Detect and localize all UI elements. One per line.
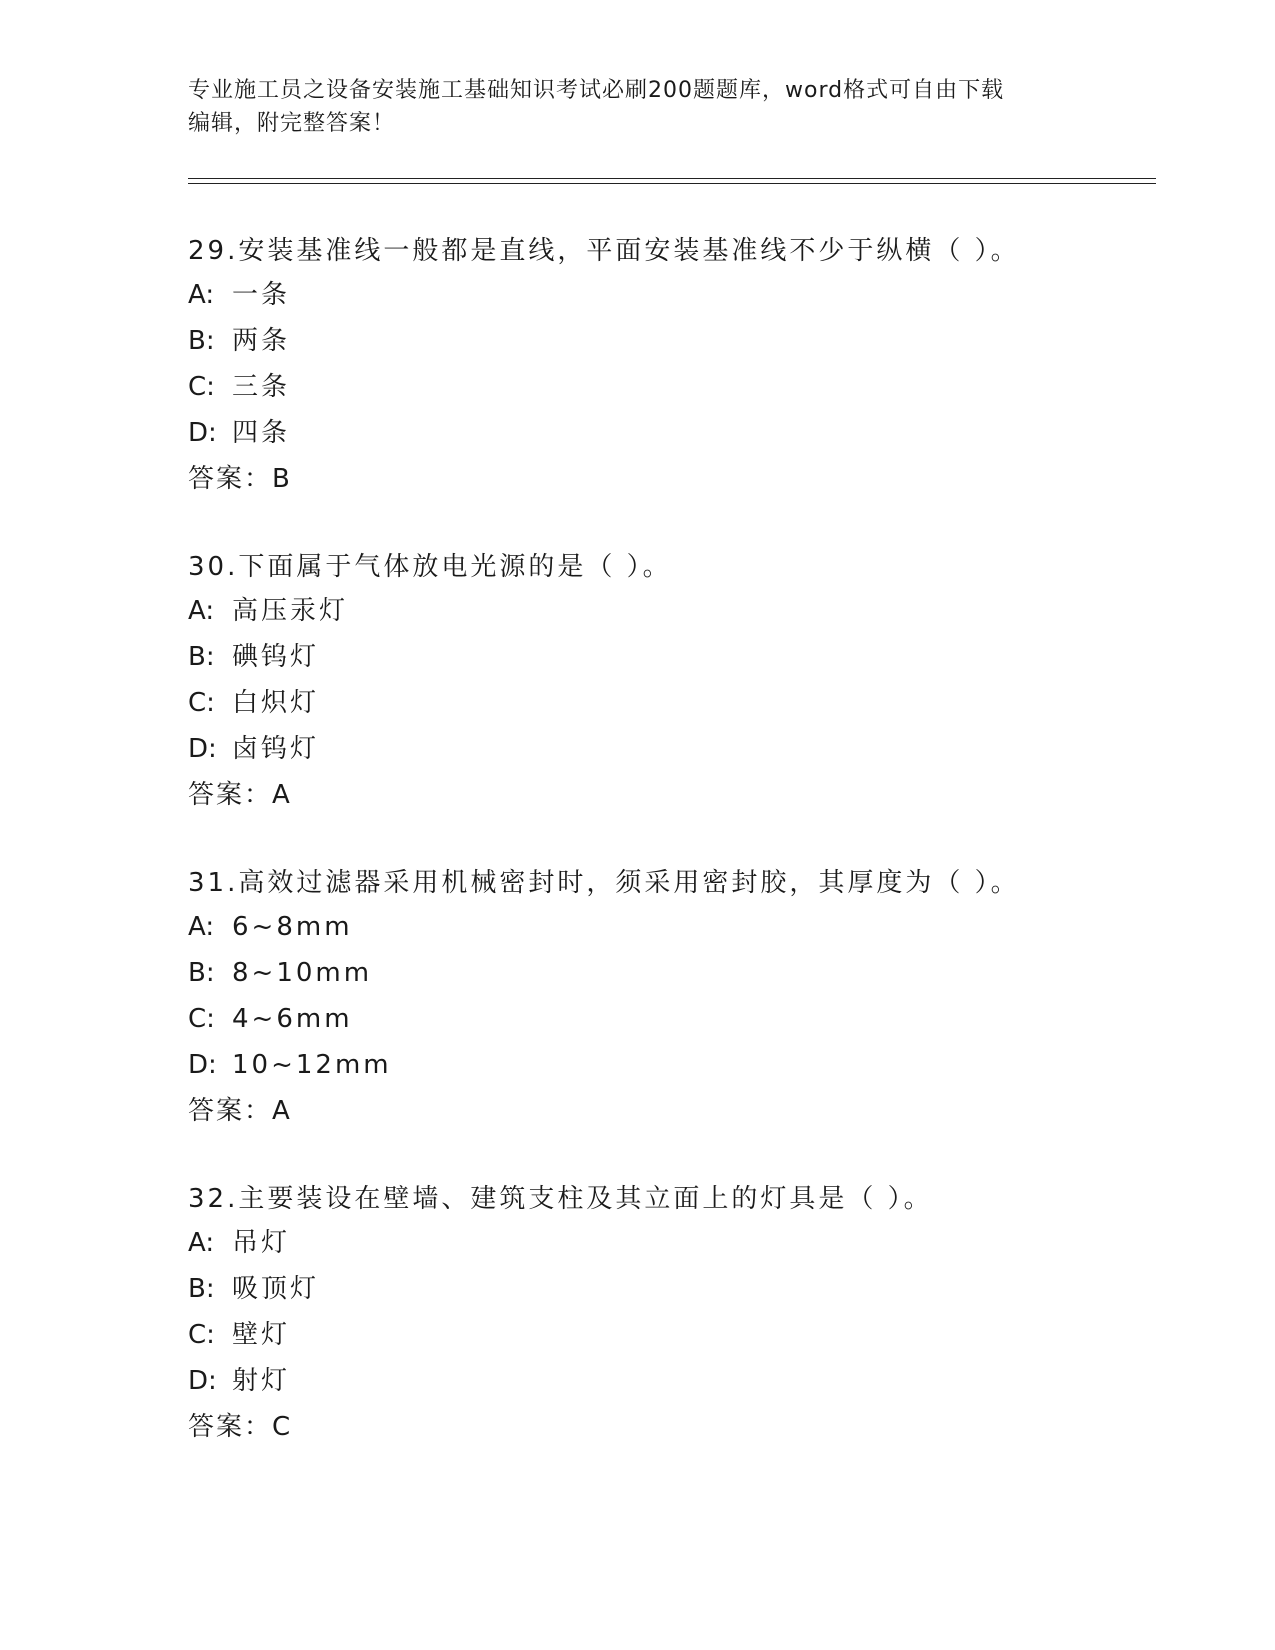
question-stem: 29.安装基准线一般都是直线，平面安装基准线不少于纵横（ ）。 [188,236,1020,266]
option-letter: C: [188,372,215,402]
option-d [188,1363,1156,1409]
option-letter: D: [188,1366,217,1396]
option-text: 6~8mm [232,912,353,942]
question-stem: 32.主要装设在壁墙、建筑支柱及其立面上的灯具是（ ）。 [188,1184,933,1214]
option-c [188,1001,1156,1047]
option-letter: C: [188,1004,215,1034]
option-d [188,415,1156,461]
option-b [188,955,1156,1001]
option-a [188,1225,1156,1271]
option-c [188,369,1156,415]
option-letter: B: [188,326,215,356]
option-b [188,639,1156,685]
question-31 [188,865,1156,1133]
option-d [188,1047,1156,1093]
option-text: 壁灯 [232,1320,291,1350]
option-letter: D: [188,734,217,764]
header-divider-top [188,178,1156,179]
option-b [188,323,1156,369]
option-letter: A: [188,912,215,942]
option-text: 一条 [232,280,291,310]
question-32 [188,1181,1156,1449]
option-letter: C: [188,688,215,718]
document-header [188,74,1088,140]
question-30 [188,549,1156,817]
option-a [188,277,1156,323]
option-text: 碘钨灯 [232,642,320,672]
option-b [188,1271,1156,1317]
header-line-1: 专业施工员之设备安装施工基础知识考试必刷200题题库，word格式可自由下载 [188,78,1005,103]
option-letter: C: [188,1320,215,1350]
option-text: 四条 [232,418,291,448]
option-d [188,731,1156,777]
answer: 答案：B [188,464,292,494]
option-letter: A: [188,596,215,626]
option-c [188,685,1156,731]
option-letter: B: [188,642,215,672]
option-text: 吸顶灯 [232,1274,320,1304]
option-letter: A: [188,280,215,310]
answer: 答案：A [188,1096,292,1126]
answer: 答案：C [188,1412,293,1442]
option-text: 白炽灯 [232,688,320,718]
option-letter: B: [188,958,215,988]
option-text: 两条 [232,326,291,356]
option-text: 三条 [232,372,291,402]
option-text: 卤钨灯 [232,734,320,764]
option-text: 4~6mm [232,1004,353,1034]
question-stem: 31.高效过滤器采用机械密封时，须采用密封胶，其厚度为（ ）。 [188,868,1020,898]
header-divider-bottom [188,183,1156,184]
option-text: 8~10mm [232,958,373,988]
option-text: 高压汞灯 [232,596,349,626]
option-c [188,1317,1156,1363]
question-list [188,233,1156,1497]
answer: 答案：A [188,780,292,810]
option-text: 吊灯 [232,1228,291,1258]
option-a [188,593,1156,639]
option-letter: B: [188,1274,215,1304]
question-29 [188,233,1156,501]
option-a [188,909,1156,955]
option-text: 10~12mm [232,1050,392,1080]
question-stem: 30.下面属于气体放电光源的是（ ）。 [188,552,672,582]
option-letter: D: [188,418,217,448]
option-text: 射灯 [232,1366,291,1396]
header-line-2: 编辑，附完整答案！ [188,111,396,136]
option-letter: D: [188,1050,217,1080]
option-letter: A: [188,1228,215,1258]
